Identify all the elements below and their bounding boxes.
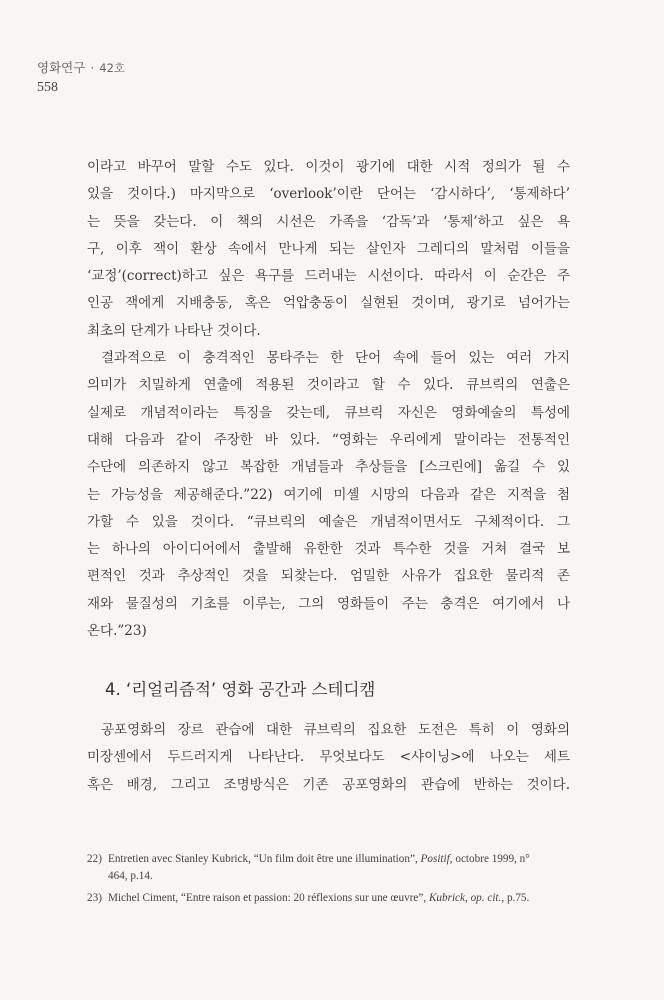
header-separator: · [90,60,95,75]
footnote-italic-title: Positif [420,853,450,865]
text-line: 인공 잭에게 지배충동, 혹은 억압충동이 실현된 것이며, 광기로 넘어가는 [87,295,570,312]
text-line: 결과적으로 이 충격적인 몽타주는 한 단어 속에 들어 있는 여러 가지 [101,350,570,367]
footnote-text: Michel Ciment, “Entre raison et passion: 20 réflexions sur une œuvre”, [108,892,429,904]
text-line: 대해 다음과 같이 주장한 바 있다. “영화는 우리에게 말이라는 전통적인 [87,431,570,448]
footnote-number: 23) [87,892,102,904]
text-line: 이라고 바꾸어 말할 수도 있다. 이것이 광기에 대한 시적 정의가 될 수 [87,159,570,175]
text-line: 재와 물질성의 기초를 이루는, 그의 영화들이 주는 충격은 여기에서 나 [87,595,570,612]
text-line: 온다.”23) [87,623,147,640]
footnote-text: Entretien avec Stanley Kubrick, “Un film doit être une illumination”, [108,853,421,865]
footnote [87,851,570,885]
text-line: 는 하나의 아이디어에서 출발해 유한한 것과 특수한 것을 거쳐 결국 보 [87,541,570,558]
text-line: 구, 이후 잭이 환상 속에서 만나게 되는 살인자 그레디의 말처럼 이들을 [87,240,570,257]
footnote-text: , octobre 1999, n° [449,853,530,865]
text-line: 공포영화의 장르 관습에 대한 큐브릭의 집요한 도전은 특히 이 영화의 [101,722,570,738]
text-line: 혹은 배경, 그리고 조명방식은 기존 공포영화의 관습에 반하는 것이다. [87,776,570,793]
text-line: 미장센에서 두드러지게 나타난다. 무엇보다도 <샤이닝>에 나오는 세트 [87,749,570,766]
text-line: 최초의 단계가 나타난 것이다. [87,322,261,339]
text-line: 는 뜻을 갖는다. 이 책의 시선은 가족을 ‘감독’과 ‘통제’하고 싶은 욕 [87,213,570,230]
journal-title: 영화연구 [37,60,86,75]
body-paragraphs [87,154,570,645]
text-line: 실제로 개념적이라는 특징을 갖는데, 큐브릭 자신은 영화예술의 특성에 [87,404,570,421]
text-line: 수단에 의존하지 않고 복잡한 개념들과 추상들을 [스크린에] 옮길 수 있 [87,459,570,476]
section-heading: 4. ‘리얼리즘적’ 영화 공간과 스테디캠 [105,680,376,699]
text-line: 가할 수 있을 것이다. “큐브릭의 예술은 개념적이면서도 구체적이다. 그 [87,513,570,530]
text-line: 있을 것이다.) 마지막으로 ‘overlook’이란 단어는 ‘감시하다’, ‘통제하다’ [87,186,570,203]
footnote-number: 22) [87,853,102,865]
issue-number: 42호 [99,61,126,75]
running-header [37,58,125,76]
footnote [87,890,570,907]
footnote-italic-title: Kubrick, op. cit. [428,892,502,904]
footnote-continuation: 464, p.14. [108,870,153,882]
footnote-text: , p.75. [501,892,530,904]
section-paragraph [87,717,570,799]
text-line: 는 가능성을 제공해준다.”22) 여기에 미셸 시망의 다음과 같은 지적을 첨 [87,486,570,503]
page-number: 558 [37,80,58,95]
text-line: 의미가 치밀하게 연출에 적용된 것이라고 할 수 있다. 큐브릭의 연출은 [87,377,570,394]
text-line: 편적인 것과 추상적인 것을 되찾는다. 엄밀한 사유가 집요한 물리적 존 [87,568,570,585]
text-line: ‘교정’(correct)하고 싶은 욕구를 드러내는 시선이다. 따라서 이 순간은 주 [87,268,570,285]
footnotes [87,851,570,912]
